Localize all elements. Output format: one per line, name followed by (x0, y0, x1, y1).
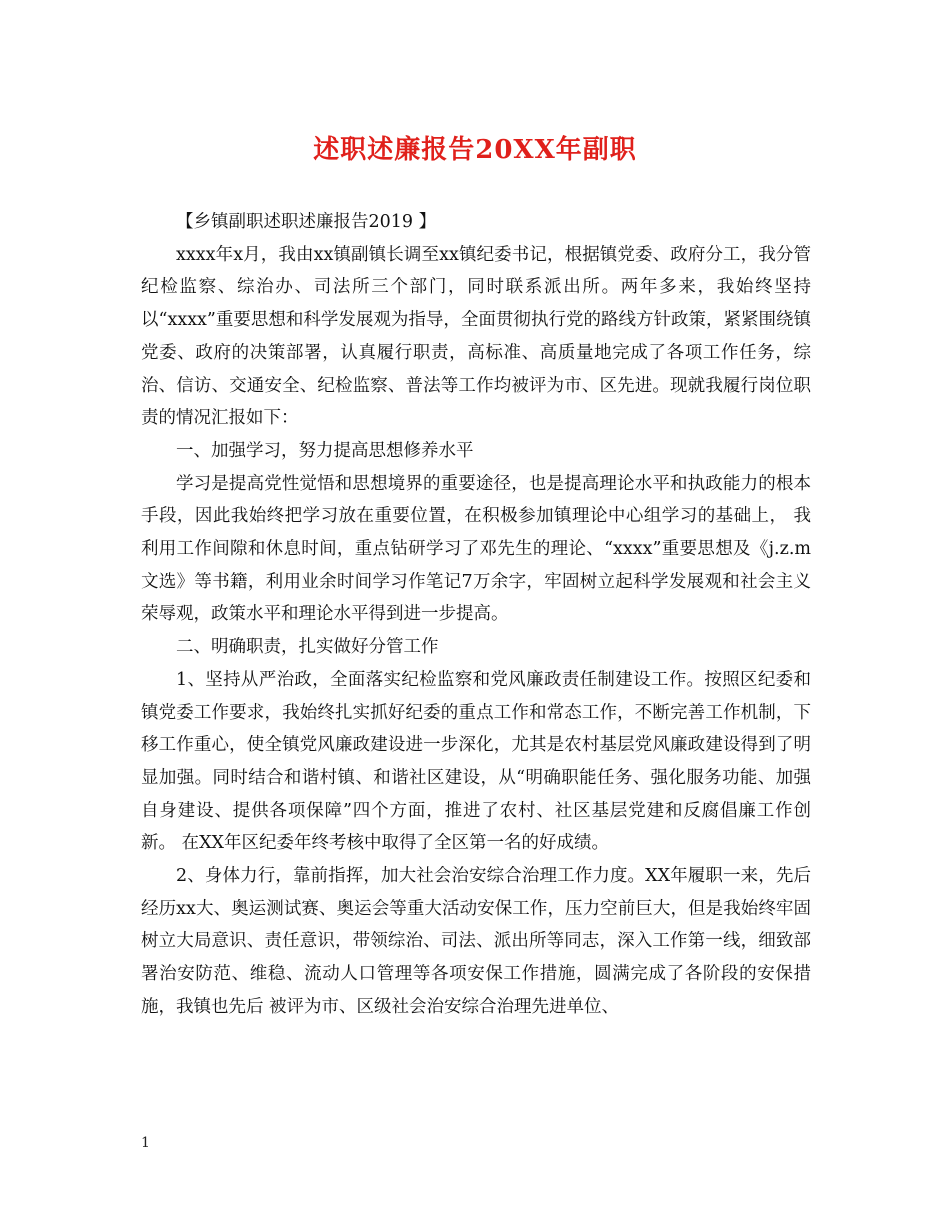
paragraph-duty-1: 1、坚持从严治政，全面落实纪检监察和党风廉政责任制建设工作。按照区纪委和镇党委工作要求，我始终扎实抓好纪委的重点工作和常态工作，不断完善工作机制，下移工作重心，使全镇党风廉政建设进一步深化，尤其是农村基层党风廉政建设得到了明显加强。同时结合和谐村镇、和谐社区建设，从“明确职能任务、强化服务功能、加强自身建设、提供各项保障”四个方面，推进了农村、社区基层党建和反腐倡廉工作创新。 在XX年区纪委年终考核中取得了全区第一名的好成绩。 (141, 669, 811, 854)
paragraph-duty-2: 2、身体力行，靠前指挥，加大社会治安综合治理工作力度。XX年履职一来，先后经历xx大、奥运测试赛、奥运会等重大活动安保工作，压力空前巨大，但是我始终牢固树立大局意识、责任意识，带领综治、司法、派出所等同志，深入工作第一线，细致部署治安防范、维稳、流动人口管理等各项安保工作措施，圆满完成了各阶段的安保措施，我镇也先后 被评为市、区级社会治安综合治理先进单位、 (141, 866, 811, 1017)
document-title: 述职述廉报告20XX年副职 (313, 135, 637, 165)
page-number: 1 (141, 1135, 150, 1151)
paragraph-study: 学习是提高党性觉悟和思想境界的重要途径，也是提高理论水平和执政能力的根本手段，因此我始终把学习放在重要位置，在积极参加镇理论中心组学习的基础上， 我利用工作间隙和休息时间，重点钻研学习了邓先生的理论、“xxxx”重要思想及《j.z.m文选》等书籍，利用业余时间学习作笔记7万余字，牢固树立起科学发展观和社会主义荣辱观，政策水平和理论水平得到进一步提高。 (141, 473, 811, 625)
section-heading-study: 一、加强学习，努力提高思想修养水平 (176, 440, 474, 461)
paragraph-introduction: xxxx年x月，我由xx镇副镇长调至xx镇纪委书记，根据镇党委、政府分工，我分管纪检监察、综治办、司法所三个部门，同时联系派出所。两年多来，我始终坚持以“xxxx”重要思想和科学发展观为指导，全面贯彻执行党的路线方针政策，紧紧围绕镇党委、政府的决策部署，认真履行职责，高标准、高质量地完成了各项工作任务，综治、信访、交通安全、纪检监察、普法等工作均被评为市、区先进。现就我履行岗位职责的情况汇报如下： (141, 244, 811, 429)
paragraph-report-heading: 【乡镇副职述职述廉报告2019 】 (176, 212, 437, 232)
document-body (141, 206, 811, 1024)
section-heading-duties: 二、明确职责，扎实做好分管工作 (176, 637, 439, 658)
